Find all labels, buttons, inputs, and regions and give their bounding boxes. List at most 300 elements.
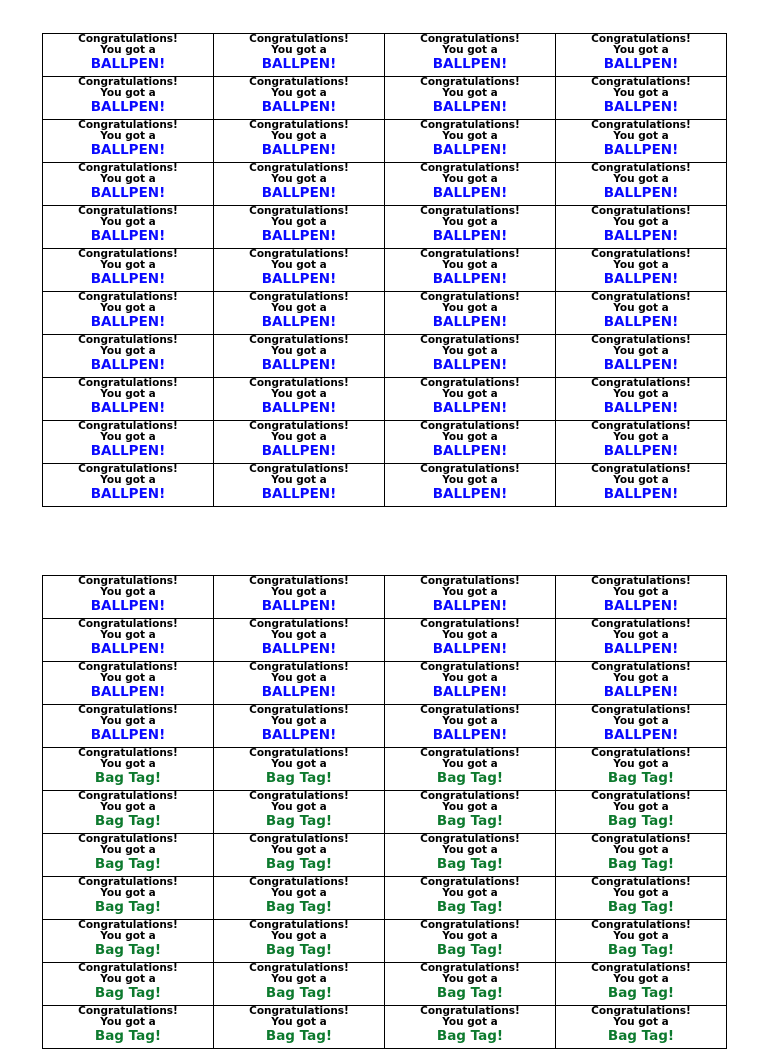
prize-label: Bag Tag!: [265, 770, 333, 786]
coupon-cell: [214, 77, 385, 120]
congratulations-text: Congratulations!: [420, 1005, 520, 1017]
congratulations-text: Congratulations!: [420, 661, 520, 673]
coupon-row: [43, 748, 727, 791]
coupon-cell: [385, 877, 556, 920]
you-got-a-text: You got a: [100, 259, 156, 271]
prize-label: Bag Tag!: [607, 985, 675, 1001]
congratulations-text: Congratulations!: [420, 575, 520, 587]
congratulations-text: Congratulations!: [249, 704, 349, 716]
prize-label: BALLPEN!: [603, 400, 679, 416]
prize-label: Bag Tag!: [94, 770, 162, 786]
congratulations-text: Congratulations!: [591, 575, 691, 587]
prize-label: BALLPEN!: [90, 400, 166, 416]
prize-label: BALLPEN!: [432, 185, 508, 201]
you-got-a-text: You got a: [442, 758, 498, 770]
congratulations-text: Congratulations!: [249, 661, 349, 673]
you-got-a-text: You got a: [442, 345, 498, 357]
congratulations-text: Congratulations!: [591, 790, 691, 802]
prize-label: BALLPEN!: [603, 314, 679, 330]
you-got-a-text: You got a: [613, 173, 669, 185]
congratulations-text: Congratulations!: [249, 575, 349, 587]
prize-label: BALLPEN!: [603, 598, 679, 614]
prize-label: Bag Tag!: [94, 985, 162, 1001]
congratulations-text: Congratulations!: [420, 76, 520, 88]
coupon-cell: [556, 249, 727, 292]
coupon-cell: [556, 920, 727, 963]
congratulations-text: Congratulations!: [591, 747, 691, 759]
you-got-a-text: You got a: [271, 130, 327, 142]
you-got-a-text: You got a: [442, 87, 498, 99]
coupon-cell: [43, 1006, 214, 1049]
coupon-row: [43, 920, 727, 963]
congratulations-text: Congratulations!: [591, 833, 691, 845]
coupon-cell: [214, 791, 385, 834]
congratulations-text: Congratulations!: [78, 962, 178, 974]
coupon-cell: [43, 920, 214, 963]
coupon-cell: [214, 378, 385, 421]
you-got-a-text: You got a: [442, 130, 498, 142]
congratulations-text: Congratulations!: [78, 119, 178, 131]
congratulations-text: Congratulations!: [78, 618, 178, 630]
prize-label: Bag Tag!: [265, 899, 333, 915]
you-got-a-text: You got a: [613, 87, 669, 99]
prize-label: Bag Tag!: [607, 770, 675, 786]
prize-label: BALLPEN!: [432, 727, 508, 743]
you-got-a-text: You got a: [442, 44, 498, 56]
coupon-cell: [214, 292, 385, 335]
coupon-row: [43, 292, 727, 335]
coupon-cell: [43, 576, 214, 619]
congratulations-text: Congratulations!: [420, 334, 520, 346]
coupon-cell: [556, 120, 727, 163]
coupon-cell: [43, 834, 214, 877]
congratulations-text: Congratulations!: [420, 962, 520, 974]
coupon-cell: [385, 576, 556, 619]
you-got-a-text: You got a: [613, 715, 669, 727]
congratulations-text: Congratulations!: [78, 1005, 178, 1017]
coupon-cell: [214, 120, 385, 163]
coupon-cell: [556, 791, 727, 834]
congratulations-text: Congratulations!: [78, 919, 178, 931]
you-got-a-text: You got a: [613, 930, 669, 942]
coupon-cell: [556, 748, 727, 791]
coupon-cell: [556, 335, 727, 378]
you-got-a-text: You got a: [271, 345, 327, 357]
prize-label: BALLPEN!: [603, 727, 679, 743]
coupon-cell: [556, 619, 727, 662]
prize-label: BALLPEN!: [90, 185, 166, 201]
you-got-a-text: You got a: [271, 216, 327, 228]
prize-label: Bag Tag!: [436, 1028, 504, 1044]
coupon-cell: [556, 576, 727, 619]
coupon-cell: [43, 963, 214, 1006]
coupon-cell: [214, 464, 385, 507]
prize-label: Bag Tag!: [94, 942, 162, 958]
congratulations-text: Congratulations!: [420, 33, 520, 45]
coupon-cell: [214, 1006, 385, 1049]
you-got-a-text: You got a: [613, 130, 669, 142]
you-got-a-text: You got a: [100, 388, 156, 400]
coupon-row: [43, 77, 727, 120]
congratulations-text: Congratulations!: [591, 962, 691, 974]
coupon-cell: [385, 662, 556, 705]
coupon-cell: [556, 378, 727, 421]
prize-label: BALLPEN!: [603, 271, 679, 287]
you-got-a-text: You got a: [271, 1016, 327, 1028]
congratulations-text: Congratulations!: [591, 876, 691, 888]
congratulations-text: Congratulations!: [78, 790, 178, 802]
congratulations-text: Congratulations!: [591, 162, 691, 174]
coupon-cell: [385, 206, 556, 249]
prize-label: Bag Tag!: [265, 985, 333, 1001]
prize-label: BALLPEN!: [261, 99, 337, 115]
you-got-a-text: You got a: [100, 216, 156, 228]
coupon-cell: [214, 576, 385, 619]
prize-label: Bag Tag!: [436, 985, 504, 1001]
you-got-a-text: You got a: [271, 388, 327, 400]
prize-label: Bag Tag!: [436, 813, 504, 829]
prize-label: BALLPEN!: [261, 228, 337, 244]
coupon-cell: [556, 34, 727, 77]
you-got-a-text: You got a: [100, 130, 156, 142]
congratulations-text: Congratulations!: [420, 377, 520, 389]
coupon-cell: [385, 963, 556, 1006]
you-got-a-text: You got a: [442, 586, 498, 598]
congratulations-text: Congratulations!: [591, 76, 691, 88]
congratulations-text: Congratulations!: [78, 575, 178, 587]
you-got-a-text: You got a: [442, 173, 498, 185]
prize-label: Bag Tag!: [607, 856, 675, 872]
you-got-a-text: You got a: [271, 973, 327, 985]
prize-label: BALLPEN!: [432, 99, 508, 115]
you-got-a-text: You got a: [271, 474, 327, 486]
prize-label: BALLPEN!: [603, 228, 679, 244]
prize-label: BALLPEN!: [90, 228, 166, 244]
prize-label: BALLPEN!: [603, 641, 679, 657]
you-got-a-text: You got a: [442, 388, 498, 400]
you-got-a-text: You got a: [271, 586, 327, 598]
prize-label: BALLPEN!: [261, 185, 337, 201]
prize-label: BALLPEN!: [603, 56, 679, 72]
coupon-cell: [214, 877, 385, 920]
congratulations-text: Congratulations!: [420, 876, 520, 888]
you-got-a-text: You got a: [442, 801, 498, 813]
you-got-a-text: You got a: [100, 586, 156, 598]
you-got-a-text: You got a: [271, 431, 327, 443]
congratulations-text: Congratulations!: [249, 205, 349, 217]
coupon-row: [43, 206, 727, 249]
coupon-row: [43, 619, 727, 662]
coupon-cell: [385, 748, 556, 791]
you-got-a-text: You got a: [100, 44, 156, 56]
prize-label: BALLPEN!: [261, 142, 337, 158]
congratulations-text: Congratulations!: [420, 833, 520, 845]
coupon-cell: [214, 619, 385, 662]
prize-label: BALLPEN!: [261, 400, 337, 416]
prize-label: Bag Tag!: [607, 813, 675, 829]
prize-label: Bag Tag!: [436, 856, 504, 872]
you-got-a-text: You got a: [613, 44, 669, 56]
congratulations-text: Congratulations!: [591, 205, 691, 217]
coupon-row: [43, 662, 727, 705]
congratulations-text: Congratulations!: [249, 420, 349, 432]
coupon-sheet-1: [42, 33, 727, 507]
coupon-cell: [214, 662, 385, 705]
congratulations-text: Congratulations!: [591, 334, 691, 346]
coupon-row: [43, 335, 727, 378]
prize-label: Bag Tag!: [94, 813, 162, 829]
you-got-a-text: You got a: [613, 801, 669, 813]
you-got-a-text: You got a: [271, 672, 327, 684]
prize-label: Bag Tag!: [436, 899, 504, 915]
coupon-cell: [385, 834, 556, 877]
you-got-a-text: You got a: [613, 758, 669, 770]
you-got-a-text: You got a: [613, 672, 669, 684]
congratulations-text: Congratulations!: [78, 463, 178, 475]
prize-label: Bag Tag!: [94, 856, 162, 872]
you-got-a-text: You got a: [613, 474, 669, 486]
you-got-a-text: You got a: [442, 431, 498, 443]
prize-label: BALLPEN!: [261, 641, 337, 657]
you-got-a-text: You got a: [442, 1016, 498, 1028]
congratulations-text: Congratulations!: [78, 833, 178, 845]
congratulations-text: Congratulations!: [591, 463, 691, 475]
coupon-cell: [43, 619, 214, 662]
congratulations-text: Congratulations!: [420, 420, 520, 432]
congratulations-text: Congratulations!: [78, 661, 178, 673]
congratulations-text: Congratulations!: [78, 420, 178, 432]
coupon-cell: [214, 163, 385, 206]
you-got-a-text: You got a: [271, 302, 327, 314]
coupon-cell: [214, 206, 385, 249]
congratulations-text: Congratulations!: [591, 661, 691, 673]
coupon-row: [43, 249, 727, 292]
you-got-a-text: You got a: [613, 388, 669, 400]
coupon-cell: [556, 1006, 727, 1049]
coupon-cell: [214, 705, 385, 748]
you-got-a-text: You got a: [271, 44, 327, 56]
coupon-cell: [385, 791, 556, 834]
you-got-a-text: You got a: [613, 1016, 669, 1028]
congratulations-text: Congratulations!: [420, 790, 520, 802]
prize-label: BALLPEN!: [432, 641, 508, 657]
congratulations-text: Congratulations!: [249, 76, 349, 88]
coupon-cell: [385, 163, 556, 206]
congratulations-text: Congratulations!: [591, 704, 691, 716]
prize-label: Bag Tag!: [265, 856, 333, 872]
you-got-a-text: You got a: [271, 758, 327, 770]
coupon-row: [43, 791, 727, 834]
prize-label: BALLPEN!: [432, 271, 508, 287]
congratulations-text: Congratulations!: [591, 377, 691, 389]
coupon-cell: [385, 705, 556, 748]
coupon-cell: [556, 163, 727, 206]
you-got-a-text: You got a: [613, 216, 669, 228]
coupon-row: [43, 34, 727, 77]
congratulations-text: Congratulations!: [78, 291, 178, 303]
you-got-a-text: You got a: [271, 801, 327, 813]
you-got-a-text: You got a: [613, 259, 669, 271]
congratulations-text: Congratulations!: [249, 248, 349, 260]
you-got-a-text: You got a: [100, 1016, 156, 1028]
you-got-a-text: You got a: [271, 87, 327, 99]
congratulations-text: Congratulations!: [78, 334, 178, 346]
coupon-row: [43, 163, 727, 206]
coupon-cell: [43, 335, 214, 378]
prize-label: BALLPEN!: [261, 598, 337, 614]
congratulations-text: Congratulations!: [420, 248, 520, 260]
prize-label: BALLPEN!: [261, 357, 337, 373]
you-got-a-text: You got a: [100, 431, 156, 443]
coupon-cell: [43, 748, 214, 791]
prize-label: BALLPEN!: [432, 443, 508, 459]
prize-label: BALLPEN!: [603, 357, 679, 373]
you-got-a-text: You got a: [100, 930, 156, 942]
prize-label: BALLPEN!: [90, 271, 166, 287]
congratulations-text: Congratulations!: [420, 919, 520, 931]
coupon-cell: [43, 378, 214, 421]
prize-label: Bag Tag!: [607, 899, 675, 915]
congratulations-text: Congratulations!: [78, 876, 178, 888]
prize-label: Bag Tag!: [265, 942, 333, 958]
prize-label: BALLPEN!: [90, 357, 166, 373]
congratulations-text: Congratulations!: [249, 291, 349, 303]
prize-label: BALLPEN!: [90, 314, 166, 330]
prize-label: BALLPEN!: [90, 443, 166, 459]
you-got-a-text: You got a: [613, 431, 669, 443]
coupon-cell: [214, 920, 385, 963]
congratulations-text: Congratulations!: [78, 162, 178, 174]
you-got-a-text: You got a: [100, 758, 156, 770]
you-got-a-text: You got a: [442, 474, 498, 486]
you-got-a-text: You got a: [613, 345, 669, 357]
coupon-cell: [43, 705, 214, 748]
you-got-a-text: You got a: [271, 715, 327, 727]
prize-label: BALLPEN!: [261, 727, 337, 743]
you-got-a-text: You got a: [442, 629, 498, 641]
prize-label: BALLPEN!: [90, 641, 166, 657]
coupon-row: [43, 378, 727, 421]
congratulations-text: Congratulations!: [591, 919, 691, 931]
congratulations-text: Congratulations!: [249, 747, 349, 759]
congratulations-text: Congratulations!: [591, 33, 691, 45]
you-got-a-text: You got a: [613, 302, 669, 314]
congratulations-text: Congratulations!: [591, 420, 691, 432]
prize-label: Bag Tag!: [436, 942, 504, 958]
prize-label: BALLPEN!: [261, 684, 337, 700]
coupon-cell: [43, 877, 214, 920]
coupon-cell: [556, 662, 727, 705]
congratulations-text: Congratulations!: [249, 962, 349, 974]
congratulations-text: Congratulations!: [249, 33, 349, 45]
coupon-cell: [214, 34, 385, 77]
congratulations-text: Congratulations!: [78, 747, 178, 759]
prize-label: BALLPEN!: [432, 228, 508, 244]
coupon-cell: [556, 464, 727, 507]
you-got-a-text: You got a: [271, 259, 327, 271]
coupon-cell: [385, 120, 556, 163]
coupon-cell: [214, 748, 385, 791]
you-got-a-text: You got a: [442, 216, 498, 228]
prize-label: BALLPEN!: [261, 271, 337, 287]
coupon-cell: [385, 34, 556, 77]
prize-label: BALLPEN!: [261, 486, 337, 502]
coupon-cell: [385, 421, 556, 464]
you-got-a-text: You got a: [100, 887, 156, 899]
congratulations-text: Congratulations!: [420, 291, 520, 303]
you-got-a-text: You got a: [100, 715, 156, 727]
coupon-cell: [556, 834, 727, 877]
coupon-cell: [43, 163, 214, 206]
you-got-a-text: You got a: [271, 930, 327, 942]
congratulations-text: Congratulations!: [249, 919, 349, 931]
you-got-a-text: You got a: [442, 302, 498, 314]
congratulations-text: Congratulations!: [591, 1005, 691, 1017]
coupon-row: [43, 834, 727, 877]
you-got-a-text: You got a: [442, 672, 498, 684]
congratulations-text: Congratulations!: [78, 33, 178, 45]
prize-label: BALLPEN!: [90, 56, 166, 72]
coupon-cell: [43, 791, 214, 834]
congratulations-text: Congratulations!: [249, 833, 349, 845]
coupon-cell: [43, 77, 214, 120]
prize-label: Bag Tag!: [607, 942, 675, 958]
coupon-cell: [556, 77, 727, 120]
prize-label: BALLPEN!: [261, 443, 337, 459]
you-got-a-text: You got a: [442, 715, 498, 727]
coupon-cell: [43, 34, 214, 77]
congratulations-text: Congratulations!: [78, 704, 178, 716]
you-got-a-text: You got a: [442, 887, 498, 899]
coupon-row: [43, 576, 727, 619]
you-got-a-text: You got a: [100, 844, 156, 856]
you-got-a-text: You got a: [613, 973, 669, 985]
congratulations-text: Congratulations!: [78, 248, 178, 260]
you-got-a-text: You got a: [442, 973, 498, 985]
prize-label: Bag Tag!: [265, 813, 333, 829]
prize-label: BALLPEN!: [603, 185, 679, 201]
coupon-row: [43, 421, 727, 464]
congratulations-text: Congratulations!: [420, 463, 520, 475]
coupon-cell: [556, 963, 727, 1006]
you-got-a-text: You got a: [100, 345, 156, 357]
you-got-a-text: You got a: [613, 887, 669, 899]
congratulations-text: Congratulations!: [249, 1005, 349, 1017]
congratulations-text: Congratulations!: [78, 377, 178, 389]
you-got-a-text: You got a: [100, 801, 156, 813]
congratulations-text: Congratulations!: [591, 248, 691, 260]
coupon-cell: [43, 249, 214, 292]
prize-label: Bag Tag!: [607, 1028, 675, 1044]
coupon-cell: [214, 963, 385, 1006]
prize-label: BALLPEN!: [90, 142, 166, 158]
prize-label: BALLPEN!: [603, 99, 679, 115]
coupon-cell: [556, 206, 727, 249]
coupon-row: [43, 705, 727, 748]
coupon-cell: [43, 292, 214, 335]
you-got-a-text: You got a: [100, 474, 156, 486]
you-got-a-text: You got a: [100, 973, 156, 985]
prize-label: BALLPEN!: [432, 684, 508, 700]
congratulations-text: Congratulations!: [249, 119, 349, 131]
congratulations-text: Congratulations!: [420, 747, 520, 759]
coupon-cell: [43, 464, 214, 507]
prize-label: BALLPEN!: [432, 56, 508, 72]
coupon-sheet-2: [42, 575, 727, 1049]
congratulations-text: Congratulations!: [249, 377, 349, 389]
prize-label: BALLPEN!: [261, 314, 337, 330]
you-got-a-text: You got a: [100, 302, 156, 314]
